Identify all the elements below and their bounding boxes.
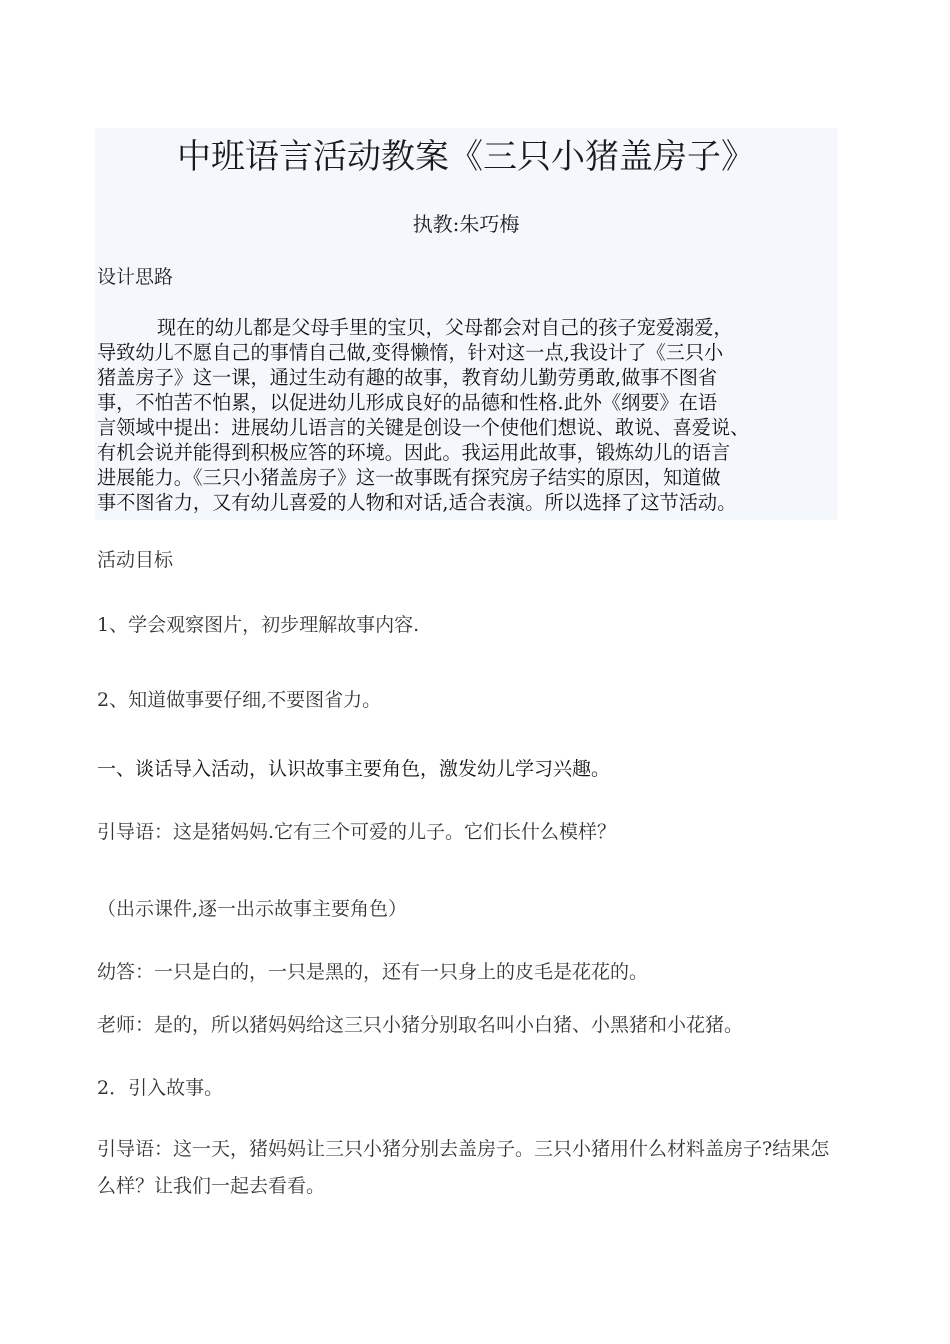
- design-line: 事，不怕苦不怕累，以促进幼儿形成良好的品德和性格.此外《纲要》在语: [97, 391, 718, 414]
- design-line: 事不图省力，又有幼儿喜爱的人物和对话,适合表演。所以选择了这节活动。: [97, 491, 737, 514]
- design-line: 猪盖房子》这一课，通过生动有趣的故事，教育幼儿勤劳勇敢,做事不图省: [97, 366, 718, 389]
- design-line: 有机会说并能得到积极应答的环境。因此。我运用此故事，锻炼幼儿的语言: [97, 441, 731, 464]
- design-line: 言领域中提出：进展幼儿语言的关键是创设一个使他们想说、敢说、喜爱说、: [97, 416, 750, 439]
- teacher-reply: 老师：是的，所以猪妈妈给这三只小猪分别取名叫小白猪、小黑猪和小花猪。: [97, 1014, 744, 1036]
- goal-item: 1、学会观察图片，初步理解故事内容.: [97, 614, 420, 636]
- note-text: （出示课件,逐一出示故事主要角色）: [97, 898, 408, 920]
- guide-text: 引导语：这是猪妈妈.它有三个可爱的儿子。它们长什么模样？: [97, 821, 617, 843]
- step-heading: 一、谈话导入活动，认识故事主要角色，激发幼儿学习兴趣。: [97, 758, 611, 780]
- goals-heading: 活动目标: [97, 549, 174, 571]
- step-heading: 2．引入故事。: [97, 1077, 224, 1099]
- design-line: 现在的幼儿都是父母手里的宝贝，父母都会对自己的孩子宠爱溺爱，: [157, 316, 733, 339]
- guide-text: 引导语：这一天，猪妈妈让三只小猪分别去盖房子。三只小猪用什么材料盖房子?结果怎么样？让我们一起去看看。: [97, 1138, 830, 1197]
- goal-item: 2、知道做事要仔细,不要图省力。: [97, 689, 382, 711]
- child-answer: 幼答：一只是白的，一只是黑的，还有一只身上的皮毛是花花的。: [97, 961, 649, 983]
- design-line: 进展能力。《三只小猪盖房子》这一故事既有探究房子结实的原因，知道做: [97, 466, 721, 489]
- document-title: 中班语言活动教案《三只小猪盖房子》: [177, 137, 755, 177]
- design-line: 导致幼儿不愿自己的事情自己做,变得懒惰，针对这一点,我设计了《三只小: [97, 341, 724, 364]
- design-heading: 设计思路: [97, 266, 174, 288]
- document-author: 执教:朱巧梅: [412, 212, 520, 236]
- design-paragraph: [97, 315, 839, 515]
